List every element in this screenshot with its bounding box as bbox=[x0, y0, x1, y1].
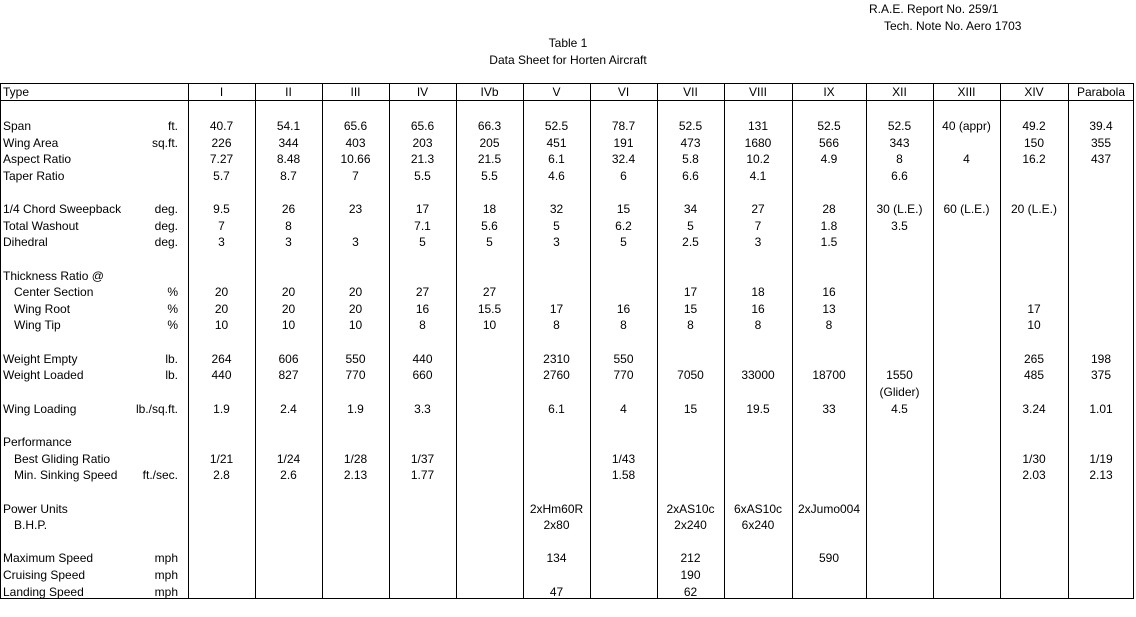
table-cell: 33000 bbox=[741, 368, 775, 382]
table-cell: 8 bbox=[687, 318, 694, 332]
row-label: Weight Empty bbox=[3, 352, 78, 366]
table-cell: 4.9 bbox=[820, 152, 838, 166]
table-cell: 78.7 bbox=[611, 119, 636, 133]
column-header: VIII bbox=[748, 85, 767, 99]
table-cell: 1.9 bbox=[347, 402, 364, 416]
table-cell: 20 (L.E.) bbox=[1010, 202, 1058, 216]
table-cell: 39.4 bbox=[1089, 119, 1113, 133]
table-cell: 1.77 bbox=[410, 468, 435, 482]
table-cell: 660 bbox=[412, 368, 433, 382]
table-cell: 451 bbox=[546, 136, 567, 150]
column-header: XIV bbox=[1024, 85, 1044, 99]
row-label: Best Gliding Ratio bbox=[14, 452, 111, 466]
table-cell: 590 bbox=[818, 551, 840, 565]
table-cell: 5.5 bbox=[414, 169, 431, 183]
table-cell: 2xAS10c bbox=[666, 502, 715, 516]
table-cell: 2.5 bbox=[682, 235, 699, 249]
table-cell: 49.2 bbox=[1022, 119, 1046, 133]
column-header: XII bbox=[892, 85, 907, 99]
row-label: Dihedral bbox=[3, 235, 48, 249]
table-cell: 1/30 bbox=[1022, 452, 1046, 466]
table-cell: 2x240 bbox=[674, 518, 707, 532]
row-label: Performance bbox=[3, 435, 72, 449]
table-cell: 32.4 bbox=[611, 152, 636, 166]
table-cell: 5 bbox=[687, 219, 694, 233]
table-cell: 485 bbox=[1023, 368, 1045, 382]
table-cell: 65.6 bbox=[410, 119, 435, 133]
table-cell: 21.5 bbox=[477, 152, 502, 166]
table-cell: 13 bbox=[822, 302, 836, 316]
table-cell: 355 bbox=[1090, 136, 1112, 150]
row-label: Wing Tip bbox=[14, 318, 61, 332]
row-label: Wing Root bbox=[14, 302, 71, 316]
column-header: III bbox=[350, 85, 361, 99]
row-label: Wing Loading bbox=[3, 402, 77, 416]
table-cell: 606 bbox=[278, 352, 299, 366]
table-cell: 33 bbox=[822, 402, 836, 416]
table-cell: 1/19 bbox=[1089, 452, 1113, 466]
table-cell: 3 bbox=[754, 235, 762, 249]
table-cell: 3 bbox=[285, 235, 292, 249]
table-cell: 52.5 bbox=[544, 119, 569, 133]
row-unit: lb. bbox=[165, 368, 178, 382]
table-cell: 1.01 bbox=[1089, 402, 1113, 416]
table-cell: 6.6 bbox=[891, 169, 908, 183]
table-cell: 1.9 bbox=[213, 402, 230, 416]
table-cell: 190 bbox=[680, 568, 701, 582]
table-cell: 66.3 bbox=[477, 119, 502, 133]
table-cell: 1/43 bbox=[611, 452, 636, 466]
row-unit: % bbox=[167, 302, 178, 316]
table-title: Data Sheet for Horten Aircraft bbox=[489, 53, 647, 67]
table-cell: 440 bbox=[412, 352, 433, 366]
table-cell: 2.8 bbox=[213, 468, 230, 482]
table-cell: 6xAS10c bbox=[733, 502, 783, 516]
table-cell: 8.7 bbox=[280, 169, 297, 183]
row-unit: deg. bbox=[154, 235, 178, 249]
table-cell: 8.48 bbox=[276, 152, 301, 166]
table-cell: 827 bbox=[278, 368, 299, 382]
row-label: Span bbox=[3, 119, 32, 133]
table-cell: 437 bbox=[1090, 152, 1112, 166]
table-cell: 2x80 bbox=[543, 518, 570, 532]
table-cell: 7.1 bbox=[414, 219, 431, 233]
table-caption: Table 1 bbox=[548, 36, 588, 50]
column-header: IV bbox=[416, 85, 429, 99]
row-label: Landing Speed bbox=[3, 585, 84, 599]
table-cell: 7 bbox=[754, 219, 762, 233]
table-cell: 27 bbox=[482, 285, 497, 299]
report-number: R.A.E. Report No. 259/1 bbox=[869, 2, 999, 16]
table-cell: 1550 bbox=[886, 368, 913, 382]
row-label: Center Section bbox=[14, 285, 94, 299]
table-cell: 52.5 bbox=[887, 119, 912, 133]
table-cell: 10.2 bbox=[746, 152, 770, 166]
table-cell: 770 bbox=[345, 368, 366, 382]
table-cell: 2.4 bbox=[280, 402, 297, 416]
table-cell: 6.1 bbox=[548, 402, 565, 416]
table-cell: 440 bbox=[211, 368, 232, 382]
table-cell: 2.13 bbox=[1089, 468, 1113, 482]
table-cell: 8 bbox=[553, 318, 560, 332]
row-unit: ft./sec. bbox=[142, 468, 178, 482]
table-cell: 15 bbox=[683, 302, 698, 316]
table-cell: 6x240 bbox=[741, 518, 775, 532]
table-cell: 198 bbox=[1090, 352, 1112, 366]
column-header: V bbox=[552, 85, 561, 99]
table-cell: 15 bbox=[616, 202, 631, 216]
table-cell: 1/28 bbox=[343, 452, 368, 466]
table-cell: 4 bbox=[963, 152, 970, 166]
table-cell: 7.27 bbox=[209, 152, 234, 166]
table-cell: 1/21 bbox=[209, 452, 234, 466]
row-label: Maximum Speed bbox=[3, 551, 94, 565]
table-cell: 52.5 bbox=[678, 119, 703, 133]
row-label: Weight Loaded bbox=[3, 368, 84, 382]
table-cell: 8 bbox=[825, 318, 833, 332]
column-header: IX bbox=[823, 85, 835, 99]
table-cell: 16 bbox=[415, 302, 430, 316]
table-cell: 770 bbox=[613, 368, 634, 382]
table-cell: 18 bbox=[482, 202, 497, 216]
table-cell: 20 bbox=[348, 302, 363, 316]
table-cell: 17 bbox=[1027, 302, 1041, 316]
table-cell: 5 bbox=[620, 235, 627, 249]
table-cell: 2310 bbox=[543, 352, 570, 366]
table-cell: 34 bbox=[683, 202, 698, 216]
table-cell: 6 bbox=[620, 169, 627, 183]
column-header: VII bbox=[683, 85, 698, 99]
table-cell: 20 bbox=[281, 302, 296, 316]
row-label: Wing Area bbox=[3, 136, 59, 150]
table-cell: 2xHm60R bbox=[529, 502, 584, 516]
table-cell: 4.6 bbox=[548, 169, 565, 183]
table-cell: 8 bbox=[896, 152, 903, 166]
table-cell: 40.7 bbox=[209, 119, 234, 133]
table-cell: 6.2 bbox=[615, 219, 632, 233]
table-cell: 28 bbox=[822, 202, 836, 216]
table-cell: 60 (L.E.) bbox=[943, 202, 990, 216]
table-cell: 4.1 bbox=[749, 169, 767, 183]
table-cell: 3.5 bbox=[891, 219, 908, 233]
table-cell: 16.2 bbox=[1022, 152, 1046, 166]
row-unit: ft. bbox=[167, 119, 178, 133]
table-cell: 6.1 bbox=[548, 152, 565, 166]
row-label: Power Units bbox=[3, 502, 68, 516]
table-cell: 54.1 bbox=[276, 119, 301, 133]
tech-note-number: Tech. Note No. Aero 1703 bbox=[884, 19, 1022, 33]
table-cell: 5 bbox=[553, 219, 560, 233]
table-cell: 7 bbox=[352, 169, 359, 183]
row-unit: lb. bbox=[165, 352, 178, 366]
table-cell: 550 bbox=[345, 352, 366, 366]
table-cell: 27 bbox=[415, 285, 430, 299]
table-cell: 550 bbox=[613, 352, 634, 366]
row-unit: deg. bbox=[154, 219, 178, 233]
table-cell: 131 bbox=[747, 119, 769, 133]
column-header: VI bbox=[617, 85, 630, 99]
table-cell: 40 (appr) bbox=[942, 119, 991, 133]
table-cell: 20 bbox=[214, 302, 229, 316]
table-cell: 473 bbox=[680, 136, 701, 150]
table-cell: 15 bbox=[683, 402, 698, 416]
table-cell: 205 bbox=[479, 136, 500, 150]
row-unit: mph bbox=[154, 551, 178, 565]
table-cell: 10 bbox=[281, 318, 296, 332]
row-unit: lb./sq.ft. bbox=[135, 402, 178, 416]
table-cell: 10 bbox=[482, 318, 497, 332]
table-cell: 1680 bbox=[744, 136, 772, 150]
table-cell: 15.5 bbox=[477, 302, 502, 316]
table-cell: 8 bbox=[754, 318, 762, 332]
table-cell: 2760 bbox=[543, 368, 570, 382]
table-cell: 19.5 bbox=[746, 402, 770, 416]
table-cell: 17 bbox=[683, 285, 698, 299]
table-cell: 20 bbox=[281, 285, 296, 299]
table-cell: 3 bbox=[352, 235, 359, 249]
table-cell: 203 bbox=[412, 136, 433, 150]
table-cell: 26 bbox=[281, 202, 296, 216]
table-cell: 18 bbox=[751, 285, 765, 299]
table-cell: 134 bbox=[546, 551, 567, 565]
row-unit: % bbox=[167, 285, 178, 299]
row-unit: sq.ft. bbox=[151, 136, 178, 150]
table-cell: 8 bbox=[285, 219, 292, 233]
row-unit: % bbox=[167, 318, 178, 332]
row-unit: mph bbox=[154, 585, 178, 599]
table-cell: 17 bbox=[415, 202, 430, 216]
table-cell: (Glider) bbox=[879, 385, 920, 399]
row-label: B.H.P. bbox=[14, 518, 48, 532]
type-header: Type bbox=[3, 85, 30, 99]
row-label: Taper Ratio bbox=[3, 169, 65, 183]
row-label: Total Washout bbox=[3, 219, 79, 233]
table-cell: 4.5 bbox=[891, 402, 908, 416]
table-cell: 20 bbox=[348, 285, 363, 299]
table-cell: 403 bbox=[345, 136, 366, 150]
row-unit: deg. bbox=[154, 202, 178, 216]
table-cell: 5.8 bbox=[682, 152, 699, 166]
row-label: Cruising Speed bbox=[3, 568, 86, 582]
row-unit: mph bbox=[154, 568, 178, 582]
table-cell: 375 bbox=[1090, 368, 1112, 382]
table-cell: 16 bbox=[822, 285, 836, 299]
table-cell: 264 bbox=[211, 352, 232, 366]
table-cell: 16 bbox=[751, 302, 765, 316]
table-cell: 1.8 bbox=[820, 219, 838, 233]
table-cell: 8 bbox=[419, 318, 426, 332]
table-cell: 8 bbox=[620, 318, 627, 332]
table-cell: 62 bbox=[683, 585, 698, 599]
table-cell: 3 bbox=[218, 235, 225, 249]
table-cell: 1.58 bbox=[611, 468, 636, 482]
table-cell: 65.6 bbox=[343, 119, 368, 133]
table-cell: 30 (L.E.) bbox=[876, 202, 923, 216]
table-cell: 7050 bbox=[677, 368, 704, 382]
table-cell: 16 bbox=[616, 302, 631, 316]
table-cell: 17 bbox=[549, 302, 564, 316]
table-cell: 27 bbox=[751, 202, 765, 216]
row-label: Thickness Ratio @ bbox=[3, 269, 104, 283]
table-cell: 212 bbox=[680, 551, 701, 565]
column-header: II bbox=[285, 85, 292, 99]
table-cell: 5 bbox=[486, 235, 493, 249]
table-cell: 10 bbox=[1027, 318, 1041, 332]
column-header: XIII bbox=[957, 85, 976, 99]
column-header: I bbox=[219, 85, 224, 99]
table-cell: 265 bbox=[1023, 352, 1045, 366]
table-cell: 47 bbox=[549, 585, 564, 599]
column-header: Parabola bbox=[1076, 85, 1126, 99]
table-cell: 3 bbox=[553, 235, 560, 249]
table-cell: 2.03 bbox=[1022, 468, 1046, 482]
table-cell: 2.6 bbox=[280, 468, 297, 482]
table-cell: 5.7 bbox=[213, 169, 230, 183]
table-cell: 566 bbox=[818, 136, 840, 150]
table-cell: 226 bbox=[211, 136, 232, 150]
table-cell: 343 bbox=[889, 136, 910, 150]
header-rule bbox=[0, 100, 1134, 101]
table-cell: 5 bbox=[419, 235, 426, 249]
table-cell: 5.5 bbox=[481, 169, 498, 183]
table-cell: 20 bbox=[214, 285, 229, 299]
table-cell: 4 bbox=[620, 402, 627, 416]
table-cell: 6.6 bbox=[682, 169, 699, 183]
table-cell: 32 bbox=[549, 202, 564, 216]
table-cell: 1/37 bbox=[410, 452, 435, 466]
table-cell: 18700 bbox=[812, 368, 846, 382]
table-cell: 23 bbox=[348, 202, 363, 216]
table-cell: 2xJumo004 bbox=[797, 502, 861, 516]
table-cell: 3.3 bbox=[414, 402, 431, 416]
table-cell: 1.5 bbox=[820, 235, 838, 249]
table-cell: 2.13 bbox=[343, 468, 368, 482]
table-cell: 10 bbox=[214, 318, 229, 332]
table-cell: 10.66 bbox=[340, 152, 371, 166]
table-cell: 3.24 bbox=[1022, 402, 1046, 416]
column-header: IVb bbox=[480, 85, 499, 99]
row-label: Min. Sinking Speed bbox=[14, 468, 118, 482]
table-cell: 9.5 bbox=[213, 202, 230, 216]
table-cell: 52.5 bbox=[817, 119, 841, 133]
table-cell: 10 bbox=[348, 318, 363, 332]
table-cell: 21.3 bbox=[410, 152, 435, 166]
table-cell: 7 bbox=[218, 219, 225, 233]
row-label: 1/4 Chord Sweepback bbox=[3, 202, 122, 216]
table-cell: 1/24 bbox=[276, 452, 301, 466]
table-cell: 191 bbox=[613, 136, 634, 150]
row-label: Aspect Ratio bbox=[3, 152, 72, 166]
table-cell: 150 bbox=[1023, 136, 1045, 150]
table-cell: 5.6 bbox=[481, 219, 498, 233]
table-cell: 344 bbox=[278, 136, 299, 150]
